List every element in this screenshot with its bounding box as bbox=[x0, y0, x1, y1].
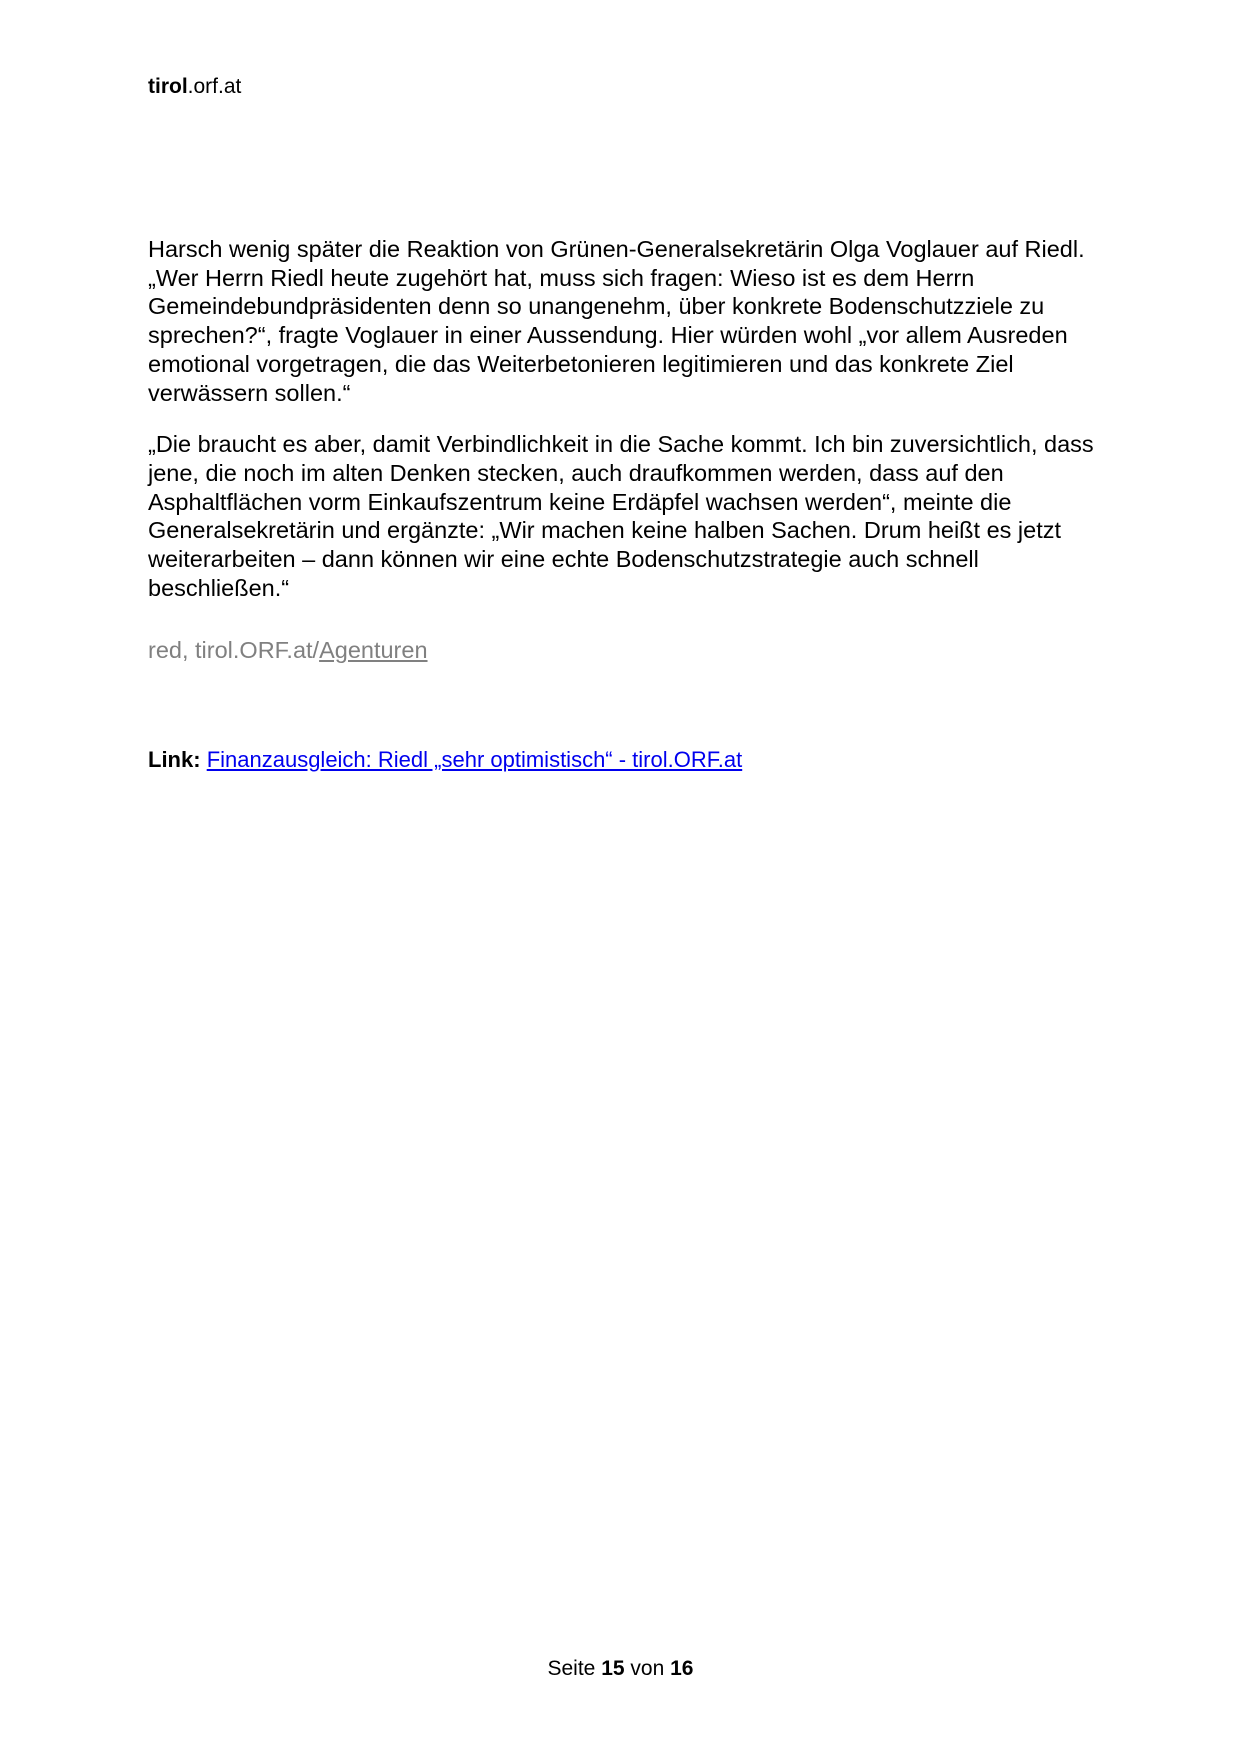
article-body bbox=[148, 235, 1098, 625]
related-article-link[interactable]: Finanzausgleich: Riedl „sehr optimistisch“ - tirol.ORF.at bbox=[206, 747, 743, 772]
article-paragraph: „Die braucht es aber, damit Verbindlichkeit in die Sache kommt. Ich bin zuversichtlich, dass jene, die noch im alten Denken stecken, auch draufkommen werden, dass auf den Asphaltflächen vorm Einkaufszentrum keine Erdäpfel wachsen werden“, meinte die Generalsekretärin und ergänzte: „Wir machen keine halben Sachen. Drum heißt es jetzt weiterarbeiten – dann können wir eine echte Bodenschutzstrategie auch schnell beschließen.“ bbox=[148, 431, 1094, 601]
article-paragraph: Harsch wenig später die Reaktion von Grünen-Generalsekretärin Olga Voglauer auf Riedl. „Wer Herrn Riedl heute zugehört hat, muss sich fragen: Wieso ist es dem Herrn Gemeindebundpräsidenten denn so unangenehm, über konkrete Bodenschutzziele zu sprechen?“, fragte Voglauer in einer Aussendung. Hier würden wohl „vor allem Ausreden emotional vorgetragen, die das Weiterbetonieren legitimieren und das konkrete Ziel verwässern sollen.“ bbox=[148, 236, 1085, 406]
page-footer bbox=[0, 1656, 1241, 1682]
related-link-line bbox=[148, 746, 742, 773]
of-label: von bbox=[630, 1657, 665, 1680]
source-attribution bbox=[148, 636, 428, 664]
brand-name-bold: tirol bbox=[148, 75, 188, 98]
page-header bbox=[148, 74, 241, 100]
page-label: Seite bbox=[547, 1657, 596, 1680]
source-prefix: red, tirol.ORF.at/ bbox=[148, 637, 320, 663]
brand-name-domain: .orf.at bbox=[187, 75, 242, 98]
source-agency-link[interactable]: Agenturen bbox=[319, 637, 428, 663]
related-link-label: Link: bbox=[148, 747, 201, 772]
total-pages-number: 16 bbox=[670, 1657, 694, 1680]
current-page-number: 15 bbox=[601, 1657, 625, 1680]
